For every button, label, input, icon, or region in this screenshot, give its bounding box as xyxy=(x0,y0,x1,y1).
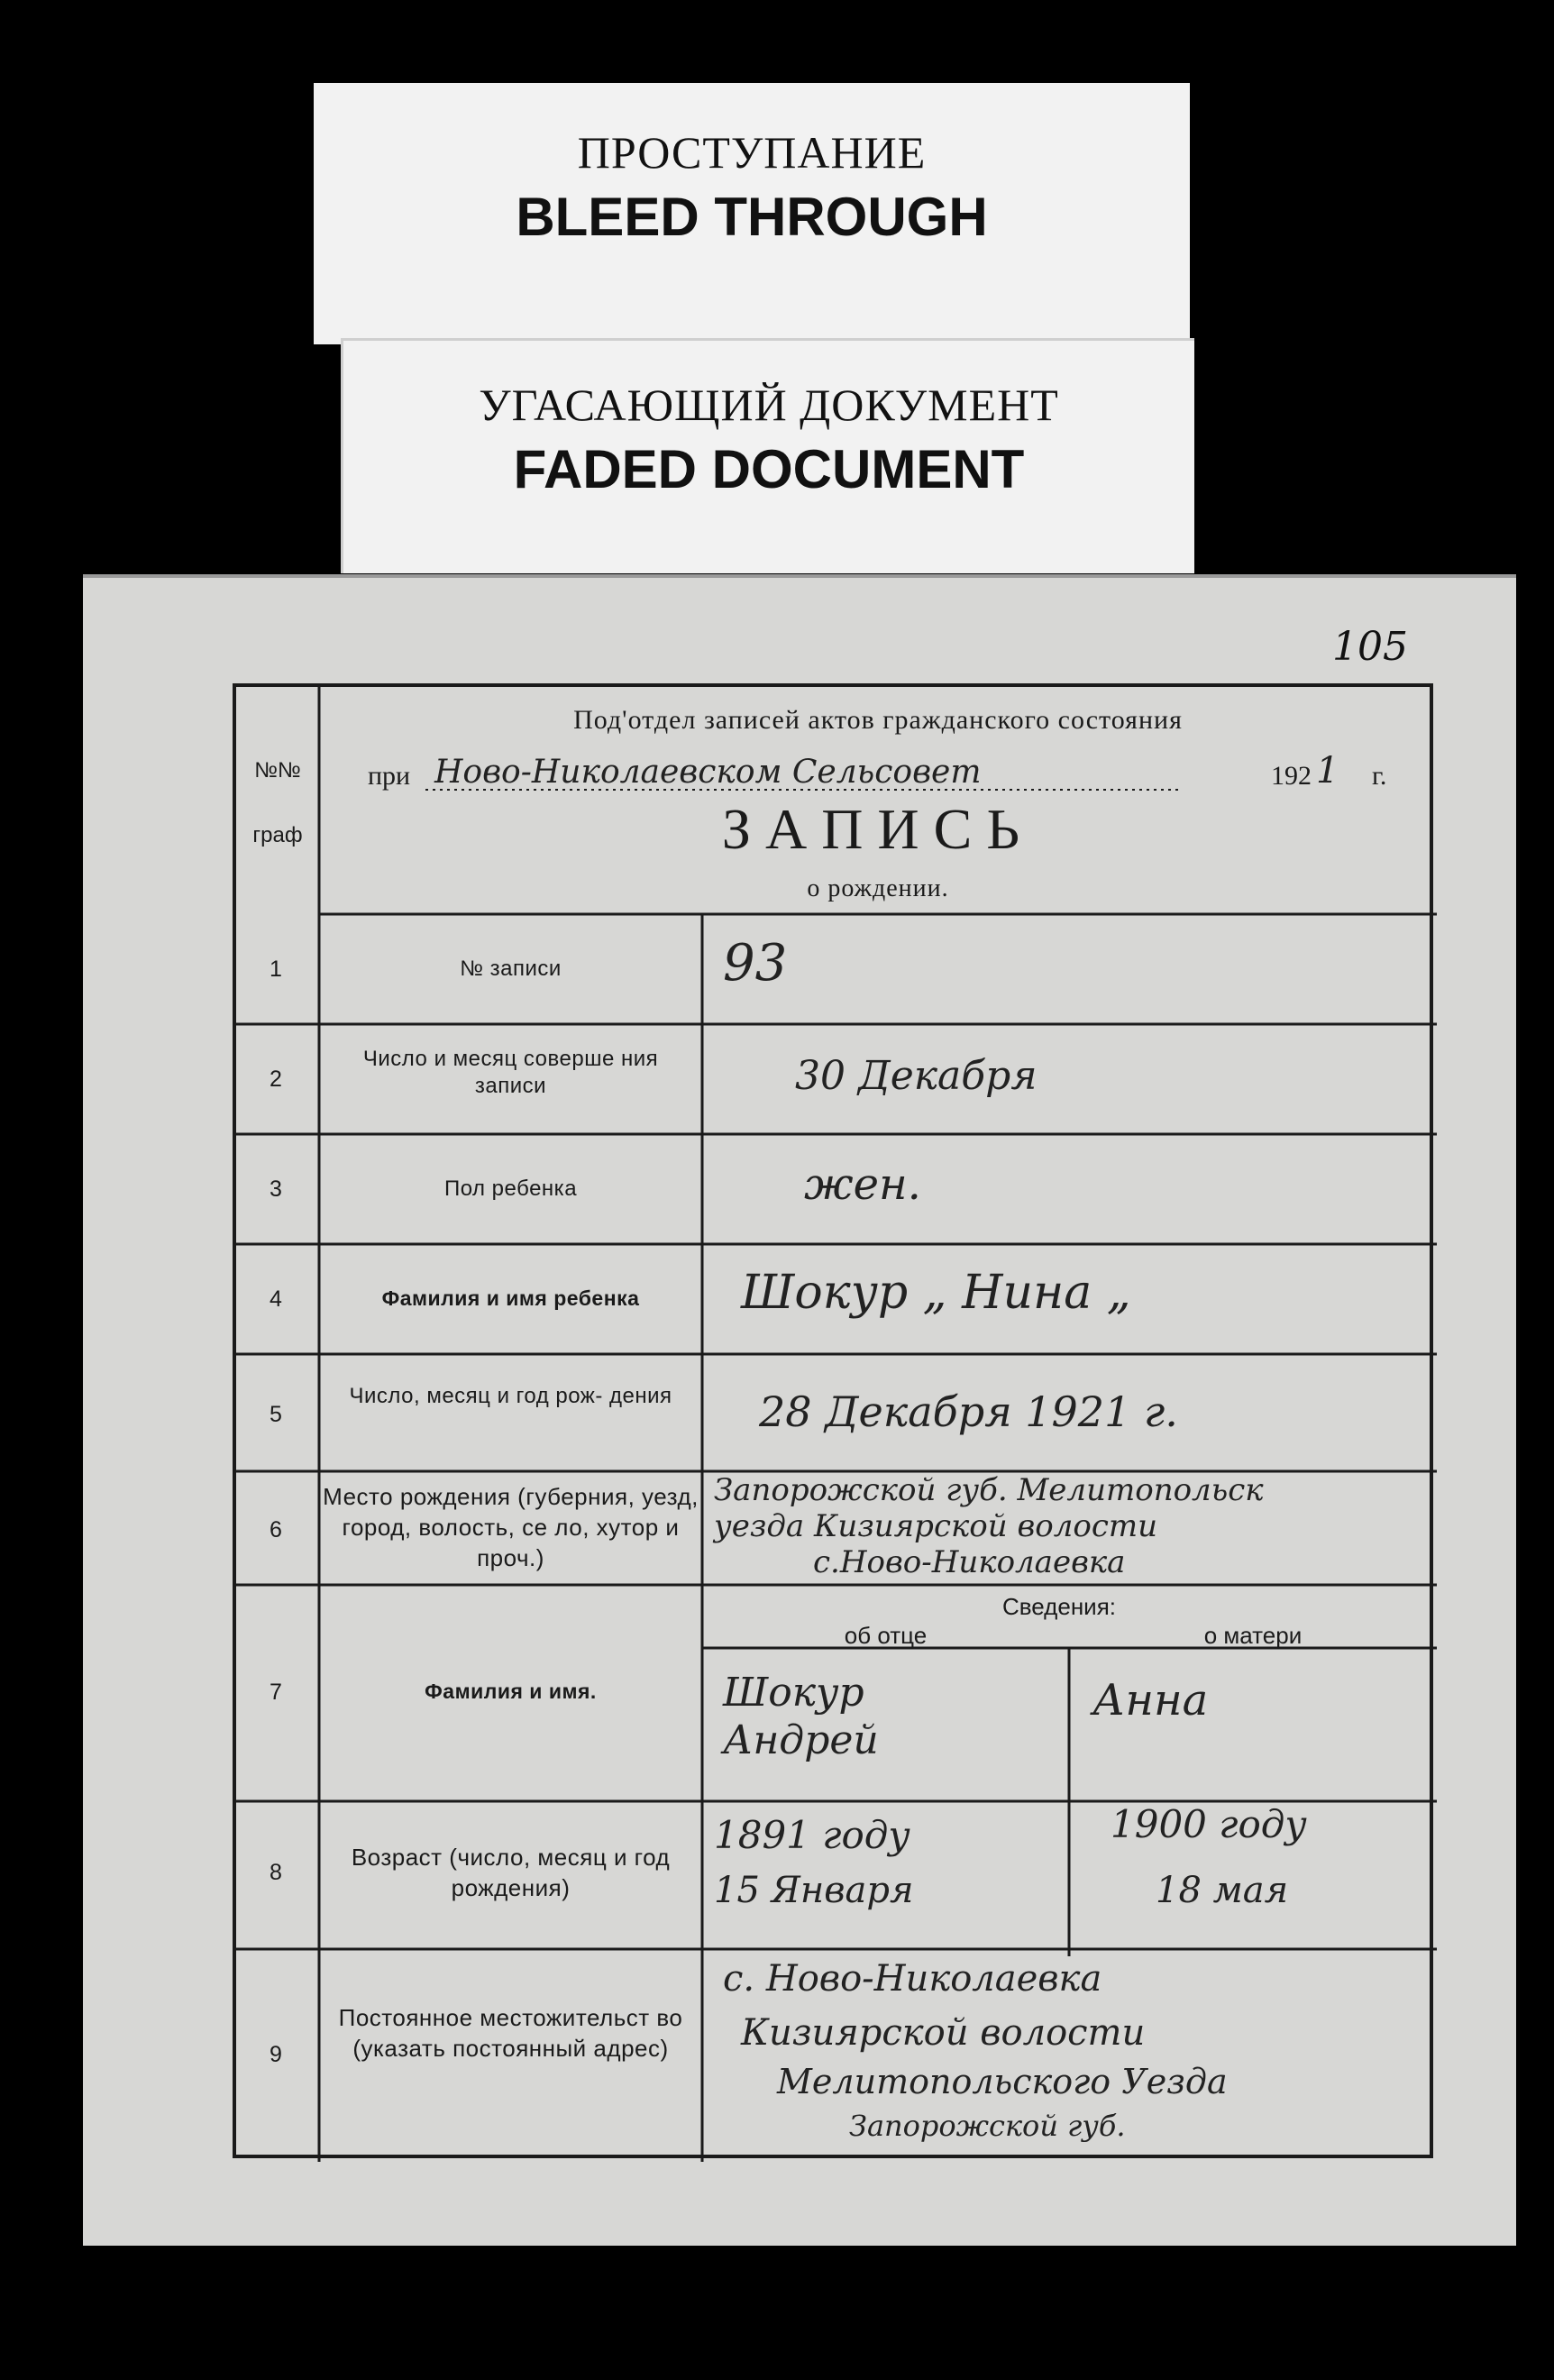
row-number-2: 2 xyxy=(270,1066,282,1092)
row-number-3: 3 xyxy=(270,1176,282,1202)
document-subtitle: о рождении. xyxy=(807,874,949,902)
row-answer-5: 28 Декабря 1921 г. xyxy=(759,1387,1178,1436)
row-number-6: 6 xyxy=(270,1517,282,1542)
father-label: об отце xyxy=(844,1622,928,1649)
birth-record-form xyxy=(233,683,1433,2158)
father-birth-year: 1891 году xyxy=(714,1813,910,1857)
row-question-7: Фамилия и имя. xyxy=(425,1680,597,1703)
mother-label: о матери xyxy=(1203,1622,1303,1649)
page-number: 105 xyxy=(1332,624,1408,670)
row-number-8: 8 xyxy=(270,1860,282,1885)
row-question-3: Пол ребенка xyxy=(443,1176,578,1201)
row-question-8: Возраст (число, месяц и год рождения) xyxy=(351,1844,671,1901)
year-suffix: г. xyxy=(1372,761,1387,791)
column-number-label: №№ xyxy=(254,758,301,783)
office-name: Ново-Николаевском Сельсовет xyxy=(434,754,982,791)
year-digit: 1 xyxy=(1316,750,1339,792)
row-question-5: Число, месяц и год рож- дения xyxy=(349,1384,672,1408)
row-question-6: Место рождения (губерния, уезд, город, волость, се ло, хутор и проч.) xyxy=(323,1483,699,1571)
row-answer-6-line-3: с.Ново-Николаевка xyxy=(813,1544,1126,1580)
row-question-4: Фамилия и имя ребенка xyxy=(381,1286,640,1310)
row-number-4: 4 xyxy=(270,1286,282,1312)
mother-name: Анна xyxy=(1092,1675,1209,1726)
bleed-through-label-ru: ПРОСТУПАНИЕ xyxy=(577,127,927,178)
row-answer-9-line-3: Мелитопольского Уезда xyxy=(777,2062,1228,2101)
father-name: Шокур Андрей xyxy=(723,1670,879,1763)
mother-birth-year: 1900 году xyxy=(1111,1802,1307,1846)
father-birth-date: 15 Января xyxy=(714,1870,914,1911)
faded-document-label-en: FADED DOCUMENT xyxy=(513,439,1025,499)
row-answer-3: жен. xyxy=(804,1159,921,1210)
row-answer-4: Шокур „ Нина „ xyxy=(741,1266,1131,1320)
row-answer-6-line-1: Запорожской губ. Мелитопольск xyxy=(714,1472,1264,1508)
row-answer-9-line-2: Кизиярской волости xyxy=(741,2012,1146,2054)
row-answer-6-line-2: уезда Кизиярской волости xyxy=(714,1508,1158,1544)
row-question-1: № записи xyxy=(460,957,562,981)
row-answer-9-line-1: с. Ново-Николаевка xyxy=(723,1958,1102,2000)
row-number-5: 5 xyxy=(270,1402,282,1427)
row-answer-9-line-4: Запорожской губ. xyxy=(849,2109,1126,2143)
document-title: ЗАПИСЬ xyxy=(721,797,1035,861)
faded-document-label-ru: УГАСАЮЩИЙ ДОКУМЕНТ xyxy=(479,380,1059,430)
row-number-1: 1 xyxy=(270,957,282,982)
row-answer-1: 93 xyxy=(723,934,788,993)
info-label: Сведения: xyxy=(1002,1593,1117,1620)
column-graph-label: граф xyxy=(252,823,303,847)
bleed-through-label-en: BLEED THROUGH xyxy=(516,187,988,247)
row-question-2: Число и месяц соверше ния записи xyxy=(362,1047,659,1098)
year-prefix: 192 xyxy=(1271,761,1312,791)
row-question-9: Постоянное местожительст во (указать постоянный адрес) xyxy=(338,2004,683,2062)
office-heading: Под'отдел записей актов гражданского состояния xyxy=(573,705,1183,735)
row-number-7: 7 xyxy=(270,1680,282,1705)
row-number-9: 9 xyxy=(270,2042,282,2067)
office-at: при xyxy=(368,761,411,791)
row-answer-2: 30 Декабря xyxy=(795,1053,1038,1099)
bleed-through-label xyxy=(314,83,1190,344)
mother-birth-date: 18 мая xyxy=(1156,1870,1289,1911)
faded-document-label xyxy=(341,338,1194,573)
